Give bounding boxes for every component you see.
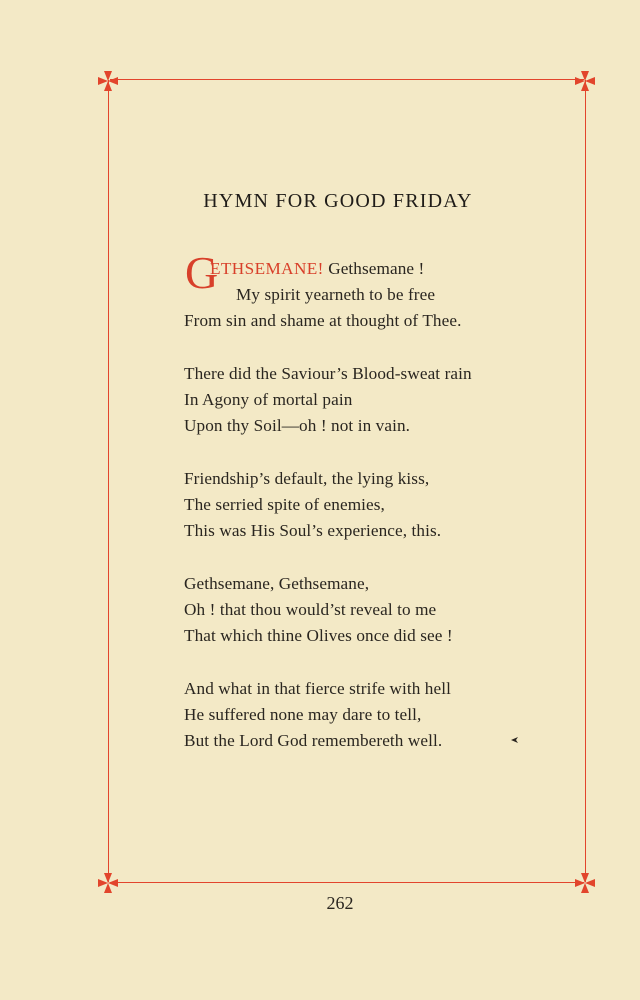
- stanza: [184, 571, 544, 649]
- border-bottom-rule: [110, 882, 584, 883]
- cross-ornament-icon: [95, 68, 121, 94]
- poem-line: My spirit yearneth to be free: [236, 285, 436, 304]
- border-top-rule: [110, 79, 584, 80]
- stanza: [184, 361, 544, 439]
- poem-title: HYMN FOR GOOD FRIDAY: [203, 190, 473, 212]
- poem-line: And what in that fierce strife with hell: [184, 679, 451, 698]
- stanza: [184, 676, 544, 754]
- first-line-rest: Gethsemane !: [323, 259, 425, 278]
- poem-line: There did the Saviour’s Blood-sweat rain: [184, 364, 472, 383]
- cross-ornament-icon: [572, 68, 598, 94]
- red-small-caps-word: ETHSEMANE!: [210, 259, 324, 278]
- end-mark-icon: [510, 736, 520, 744]
- poem-line: The serried spite of enemies,: [184, 495, 385, 514]
- poem-line: In Agony of mortal pain: [184, 390, 353, 409]
- first-line-text: [184, 259, 424, 278]
- stanza: [184, 466, 544, 544]
- poem-line: Oh ! that thou would’st reveal to me: [184, 600, 437, 619]
- poem-line: Upon thy Soil—oh ! not in vain.: [184, 416, 411, 435]
- poem-line: That which thine Olives once did see !: [184, 626, 453, 645]
- poem-line: Friendship’s default, the lying kiss,: [184, 469, 430, 488]
- poem-line: This was His Soul’s experience, this.: [184, 521, 442, 540]
- drop-cap: G: [185, 247, 219, 298]
- poem-line: Gethsemane, Gethsemane,: [184, 574, 370, 593]
- poem-body: [184, 247, 544, 781]
- stanza: [184, 247, 544, 334]
- poem-line: He suffered none may dare to tell,: [184, 705, 422, 724]
- poem-line: From sin and shame at thought of Thee.: [184, 311, 462, 330]
- poem-line: But the Lord God remembereth well.: [184, 731, 443, 750]
- page-number: 262: [326, 893, 354, 913]
